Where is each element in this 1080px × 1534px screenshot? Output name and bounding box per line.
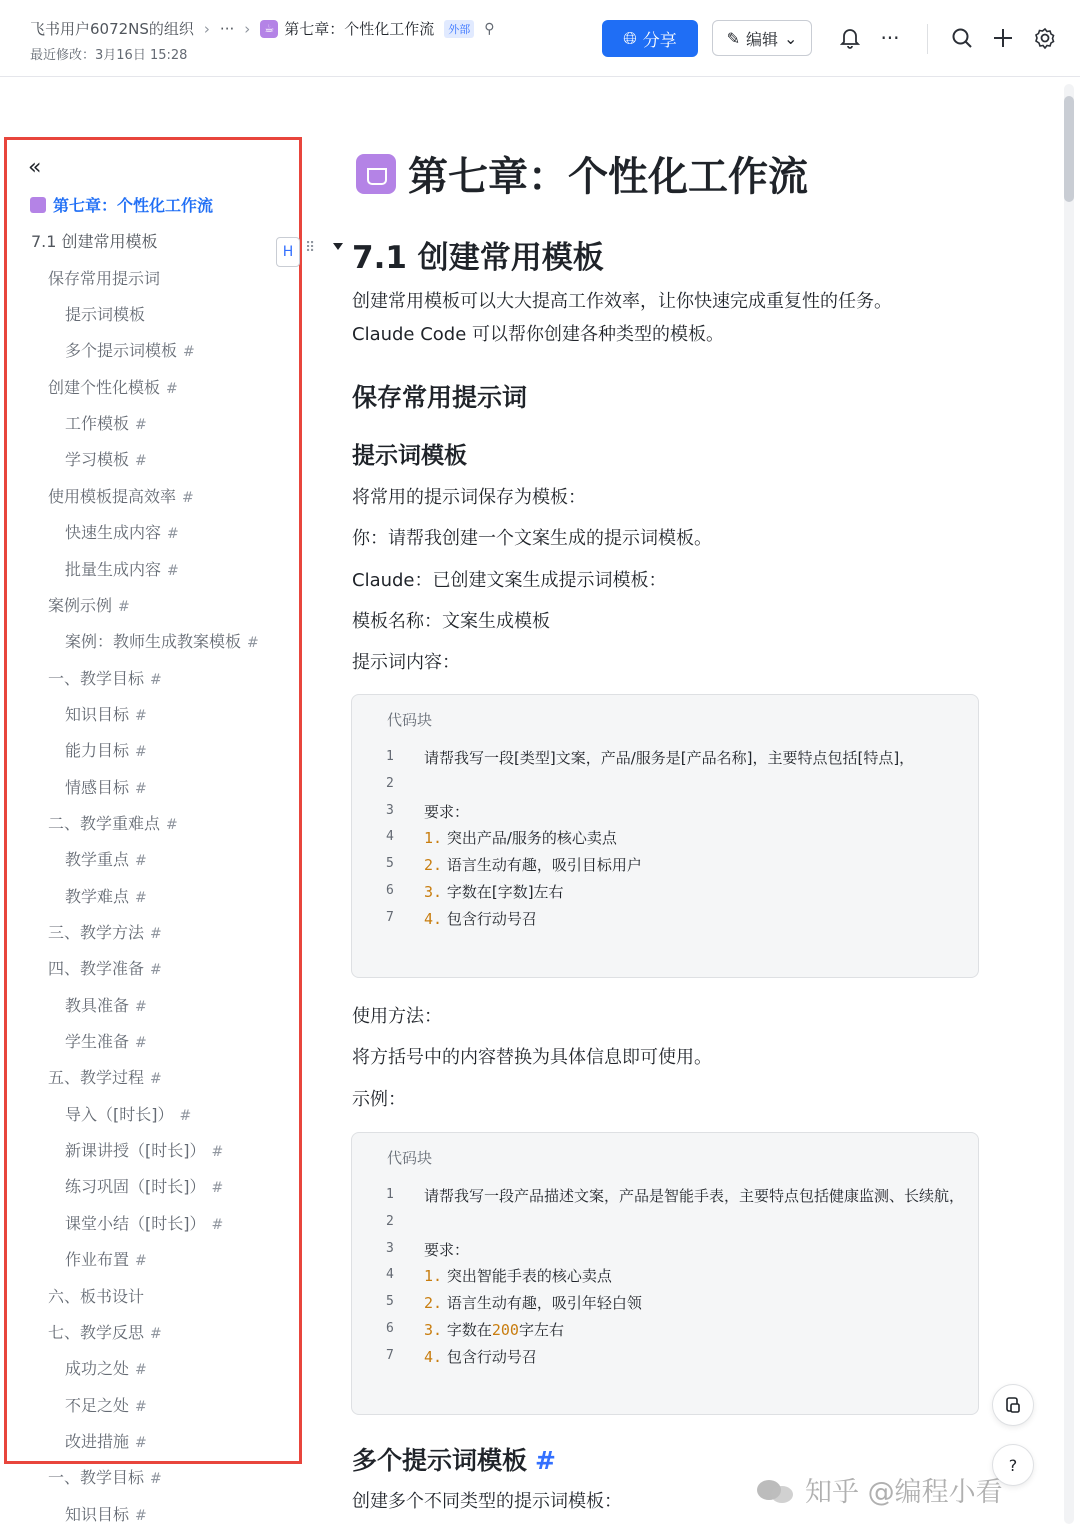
code-block[interactable] bbox=[351, 694, 979, 978]
outline-item[interactable] bbox=[65, 1138, 223, 1161]
edit-label: 编辑 bbox=[745, 29, 778, 49]
code-text bbox=[424, 1346, 537, 1367]
doc-icon bbox=[30, 197, 46, 213]
heading-save-prompts: 保存常用提示词 bbox=[352, 383, 528, 412]
outline-item[interactable] bbox=[65, 520, 179, 543]
heading-anchor-link[interactable]: # bbox=[535, 1446, 556, 1475]
scrollbar-thumb[interactable] bbox=[1064, 96, 1074, 202]
line-number: 1 bbox=[386, 749, 394, 764]
line-number: 4 bbox=[386, 1267, 394, 1283]
outline-item[interactable] bbox=[65, 884, 147, 907]
divider bbox=[927, 24, 928, 54]
outline-anchor-hash[interactable]: # bbox=[211, 1144, 224, 1160]
heading-7-1: 7.1 创建常用模板 bbox=[352, 240, 604, 276]
chevron-right-icon: › bbox=[203, 19, 210, 38]
outline-item[interactable] bbox=[65, 411, 147, 434]
outline-item[interactable] bbox=[65, 1174, 223, 1197]
line-number: 3 bbox=[386, 1240, 394, 1256]
outline-item[interactable] bbox=[48, 811, 178, 834]
outline-item-label: 知识目标 bbox=[65, 705, 130, 724]
outline-item-label: 创建个性化模板 bbox=[48, 378, 161, 397]
outline-item[interactable] bbox=[65, 1356, 147, 1379]
outline-item-label: 作业布置 bbox=[65, 1250, 130, 1269]
outline-item-label: 一、教学目标 bbox=[48, 1468, 145, 1487]
watermark bbox=[757, 1470, 1003, 1509]
outline-item-label: 提示词模板 bbox=[65, 305, 146, 324]
line-number: 6 bbox=[386, 1321, 394, 1336]
paragraph-usage: 使用方法： bbox=[352, 1006, 442, 1027]
globe-icon: 🌐︎ bbox=[623, 28, 637, 49]
outline-item-label: 改进措施 bbox=[65, 1432, 130, 1451]
bell-icon[interactable] bbox=[838, 26, 862, 50]
line-number: 5 bbox=[386, 1294, 394, 1310]
wechat-logo-icon bbox=[757, 1476, 797, 1504]
outline-anchor-hash[interactable]: # bbox=[135, 1035, 147, 1051]
plus-icon[interactable] bbox=[991, 26, 1015, 50]
outline-item-label: 二、教学重难点 bbox=[48, 814, 161, 833]
paragraph-multi: 创建多个不同类型的提示词模板： bbox=[352, 1491, 622, 1512]
collapse-triangle-icon[interactable] bbox=[333, 243, 343, 250]
code-text-part: 请帮我写一段[类型]文案，产品/服务是[产品名称]，主要特点包括[特点]， bbox=[424, 749, 915, 767]
code-text-part: 语言生动有趣，吸引目标用户 bbox=[446, 856, 642, 875]
outline-item-label: 练习巩固（[时长]） bbox=[65, 1177, 206, 1196]
line-number: 6 bbox=[386, 883, 394, 898]
outline-item-label: 案例：教师生成教案模板 bbox=[65, 632, 242, 651]
highlight-box bbox=[4, 137, 302, 1464]
outline-anchor-hash[interactable]: # bbox=[150, 1471, 162, 1487]
share-label: 分享 bbox=[642, 31, 677, 51]
outline-item[interactable] bbox=[65, 1393, 147, 1416]
code-text-part: 要求： bbox=[424, 802, 470, 821]
chevron-down-icon: ⌄ bbox=[784, 28, 798, 48]
code-line bbox=[352, 1239, 978, 1261]
outline-item[interactable] bbox=[65, 302, 145, 325]
top-bar bbox=[0, 0, 1080, 77]
outline-item[interactable] bbox=[48, 484, 194, 507]
outline-anchor-hash[interactable]: # bbox=[166, 817, 178, 833]
outline-item[interactable] bbox=[48, 1465, 162, 1488]
outline-item-label: 使用模板提高效率 bbox=[48, 487, 177, 506]
outline-item-label: 案例示例 bbox=[48, 596, 113, 615]
outline-anchor-hash[interactable]: # bbox=[166, 381, 178, 397]
code-text bbox=[424, 854, 642, 875]
line-number: 2 bbox=[386, 775, 394, 791]
outline-anchor-hash[interactable]: # bbox=[150, 672, 162, 688]
edit-button[interactable] bbox=[712, 20, 812, 56]
code-text bbox=[424, 1239, 469, 1260]
outline-item-label: 六、板书设计 bbox=[48, 1287, 145, 1306]
list-number: 3. bbox=[424, 1321, 443, 1339]
code-line bbox=[352, 881, 978, 903]
share-button[interactable] bbox=[602, 20, 698, 57]
code-text bbox=[424, 1185, 964, 1206]
paragraph-intro-1: 创建常用模板可以大大提高工作效率，让你快速完成重复性的任务。 bbox=[352, 291, 892, 312]
paragraph-intro-2: Claude Code 可以帮你创建各种类型的模板。 bbox=[352, 324, 725, 345]
outline-anchor-hash[interactable]: # bbox=[183, 344, 195, 360]
outline-anchor-hash[interactable]: # bbox=[150, 1071, 162, 1087]
outline-anchor-hash[interactable]: # bbox=[167, 563, 179, 579]
code-text-part: 请帮我写一段产品描述文案，产品是智能手表，主要特点包括健康监测、长续航， bbox=[424, 1187, 965, 1205]
list-number: 2. bbox=[424, 1294, 443, 1313]
code-text bbox=[424, 881, 564, 902]
code-text-part: 语言生动有趣，吸引年轻白领 bbox=[446, 1294, 642, 1313]
paragraph-template-name: 模板名称：文案生成模板 bbox=[352, 611, 550, 632]
code-line bbox=[352, 1319, 978, 1341]
list-number: 4. bbox=[424, 1347, 443, 1366]
outline-item-label: 情感目标 bbox=[65, 778, 130, 797]
outline-item[interactable] bbox=[48, 920, 162, 943]
copy-doc-icon[interactable] bbox=[992, 1384, 1034, 1426]
code-text bbox=[424, 1292, 642, 1313]
outline-item-label: 工作模板 bbox=[65, 414, 130, 433]
drag-handle-icon[interactable]: ⠿ bbox=[305, 240, 314, 256]
watermark-text: 知乎 @编程小看 bbox=[805, 1477, 1003, 1508]
outline-item-label: 课堂小结（[时长]） bbox=[65, 1214, 206, 1233]
paragraph-you: 你：请帮我创建一个文案生成的提示词模板。 bbox=[352, 528, 712, 549]
list-number: 1. bbox=[424, 1267, 443, 1286]
outline-item-label: 知识目标 bbox=[65, 1505, 130, 1524]
external-tag: 外部 bbox=[444, 20, 474, 38]
outline-item-label: 导入（[时长]） bbox=[65, 1105, 174, 1124]
outline-anchor-hash[interactable]: # bbox=[135, 1508, 147, 1524]
code-text-part: 要求： bbox=[424, 1240, 470, 1259]
code-line bbox=[352, 1346, 978, 1368]
outline-anchor-hash[interactable]: # bbox=[118, 599, 130, 615]
doc-icon: ☕ bbox=[260, 20, 278, 38]
paragraph-claude: Claude：已创建文案生成提示词模板： bbox=[352, 570, 667, 591]
outline-anchor-hash[interactable]: # bbox=[135, 417, 147, 433]
search-icon[interactable] bbox=[950, 26, 974, 50]
outline-item[interactable] bbox=[48, 1284, 144, 1307]
outline-anchor-hash[interactable]: # bbox=[135, 781, 147, 797]
outline-item[interactable] bbox=[65, 1247, 147, 1270]
code-text bbox=[424, 908, 537, 929]
code-number: 200 bbox=[491, 1321, 519, 1339]
outline-item[interactable] bbox=[48, 375, 178, 398]
outline-item[interactable] bbox=[48, 956, 162, 979]
code-text-part: 突出智能手表的核心卖点 bbox=[446, 1267, 612, 1286]
outline-item-label: 多个提示词模板 bbox=[65, 341, 178, 360]
line-number: 1 bbox=[386, 1187, 394, 1202]
collapse-outline-icon[interactable]: « bbox=[28, 155, 42, 180]
pin-icon[interactable]: ⚲ bbox=[484, 20, 495, 37]
breadcrumb-doc-title[interactable]: 第七章：个性化工作流 bbox=[284, 20, 435, 38]
list-number: 3. bbox=[424, 883, 443, 901]
outline-item-label: 能力目标 bbox=[65, 741, 130, 760]
outline-item-label: 7.1 创建常用模板 bbox=[31, 232, 158, 251]
chevron-right-icon: › bbox=[244, 19, 251, 38]
outline-item[interactable] bbox=[48, 593, 130, 616]
outline-item-label: 快速生成内容 bbox=[65, 523, 162, 542]
outline-anchor-hash[interactable]: # bbox=[150, 1326, 162, 1342]
code-text-part: 包含行动号召 bbox=[446, 1347, 537, 1366]
pencil-icon: ✎ bbox=[726, 28, 740, 48]
paragraph-replace: 将方括号中的内容替换为具体信息即可使用。 bbox=[352, 1047, 712, 1068]
outline-item[interactable] bbox=[48, 266, 160, 289]
heading-multi-text: 多个提示词模板 bbox=[352, 1446, 528, 1475]
outline-item-label: 学习模板 bbox=[65, 450, 130, 469]
outline-anchor-hash[interactable]: # bbox=[150, 962, 162, 978]
code-line bbox=[352, 1212, 978, 1234]
code-line bbox=[352, 747, 978, 769]
code-line bbox=[352, 774, 978, 796]
coffee-cup-icon[interactable] bbox=[356, 154, 396, 194]
code-line bbox=[352, 827, 978, 849]
paragraph-save: 将常用的提示词保存为模板： bbox=[352, 487, 586, 508]
outline-item[interactable] bbox=[65, 775, 147, 798]
outline-anchor-hash[interactable]: # bbox=[179, 1108, 192, 1124]
help-icon[interactable]: ? bbox=[992, 1444, 1034, 1486]
outline-item-label: 批量生成内容 bbox=[65, 560, 162, 579]
line-number: 4 bbox=[386, 829, 394, 845]
outline-item[interactable] bbox=[65, 629, 259, 652]
page-title: 第七章：个性化工作流 bbox=[408, 154, 808, 200]
heading-multi-templates bbox=[352, 1441, 556, 1477]
outline-item[interactable] bbox=[31, 229, 158, 252]
code-text bbox=[424, 1265, 612, 1286]
outline-item[interactable] bbox=[65, 557, 179, 580]
outline-item[interactable] bbox=[65, 847, 147, 870]
outline-item-label: 七、教学反思 bbox=[48, 1323, 145, 1342]
line-number: 7 bbox=[386, 1347, 394, 1363]
outline-item-label: 五、教学过程 bbox=[48, 1068, 145, 1087]
outline-item-label: 保存常用提示词 bbox=[48, 269, 161, 288]
code-line bbox=[352, 854, 978, 876]
line-number: 7 bbox=[386, 909, 394, 925]
outline-item-label: 新课讲授（[时长]） bbox=[65, 1141, 206, 1160]
outline-item[interactable] bbox=[48, 1065, 162, 1088]
outline-anchor-hash[interactable]: # bbox=[135, 890, 147, 906]
code-text-part: 包含行动号召 bbox=[446, 909, 537, 928]
line-number: 5 bbox=[386, 856, 394, 872]
outline-anchor-hash[interactable]: # bbox=[135, 1253, 147, 1269]
outline-item[interactable] bbox=[65, 993, 147, 1016]
breadcrumb-more[interactable]: ··· bbox=[219, 19, 235, 38]
paragraph-example: 示例： bbox=[352, 1089, 406, 1110]
outline-item[interactable] bbox=[65, 1429, 147, 1452]
code-line bbox=[352, 908, 978, 930]
outline-item-label: 不足之处 bbox=[65, 1396, 130, 1415]
list-number: 2. bbox=[424, 856, 443, 875]
outline-anchor-hash[interactable]: # bbox=[135, 708, 147, 724]
paragraph-prompt-content: 提示词内容： bbox=[352, 652, 460, 673]
outline-anchor-hash[interactable]: # bbox=[135, 453, 147, 469]
outline-anchor-hash[interactable]: # bbox=[247, 635, 259, 651]
code-block-title: 代码块 bbox=[387, 1149, 433, 1167]
code-text bbox=[424, 827, 617, 848]
code-line bbox=[352, 801, 978, 823]
outline-item[interactable] bbox=[65, 702, 147, 725]
breadcrumb-org[interactable]: 飞书用户6072NS的组织 bbox=[30, 20, 194, 38]
outline-item-label: 三、教学方法 bbox=[48, 923, 145, 942]
code-text-part: 字左右 bbox=[518, 1321, 564, 1339]
code-text bbox=[424, 1319, 564, 1340]
page-title-row bbox=[356, 145, 808, 202]
code-line bbox=[352, 1292, 978, 1314]
outline-anchor-hash[interactable]: # bbox=[211, 1217, 224, 1233]
code-text bbox=[424, 747, 914, 768]
breadcrumb bbox=[30, 18, 495, 39]
outline-anchor-hash[interactable]: # bbox=[135, 1362, 147, 1378]
outline-item-label: 学生准备 bbox=[65, 1032, 130, 1051]
outline-item[interactable] bbox=[65, 1102, 191, 1125]
outline-anchor-hash[interactable]: # bbox=[150, 926, 162, 942]
outline-item[interactable] bbox=[65, 1029, 147, 1052]
last-modified: 最近修改：3月16日 15:28 bbox=[30, 48, 188, 63]
outline-item-label: 教具准备 bbox=[65, 996, 130, 1015]
heading-block-tag[interactable]: H bbox=[276, 237, 300, 267]
code-line bbox=[352, 1265, 978, 1287]
outline-item-label: 第七章：个性化工作流 bbox=[53, 196, 214, 215]
outline-item[interactable] bbox=[65, 1211, 223, 1234]
outline-item[interactable] bbox=[65, 738, 147, 761]
outline-item[interactable] bbox=[48, 666, 162, 689]
outline-anchor-hash[interactable]: # bbox=[167, 526, 179, 542]
outline-item[interactable] bbox=[65, 1502, 147, 1525]
code-text bbox=[424, 801, 469, 822]
more-icon[interactable]: ··· bbox=[880, 26, 900, 50]
list-number: 4. bbox=[424, 909, 443, 928]
gear-icon[interactable] bbox=[1033, 26, 1057, 50]
outline-anchor-hash[interactable]: # bbox=[135, 744, 147, 760]
code-text-part: 字数在 bbox=[446, 1321, 492, 1339]
outline-item-label: 四、教学准备 bbox=[48, 959, 145, 978]
line-number: 3 bbox=[386, 802, 394, 818]
outline-anchor-hash[interactable]: # bbox=[135, 1435, 147, 1451]
outline-item-label: 教学重点 bbox=[65, 850, 130, 869]
code-line bbox=[352, 1185, 978, 1207]
code-text-part: 字数在[字数]左右 bbox=[446, 883, 564, 901]
outline-item[interactable] bbox=[48, 1320, 162, 1343]
code-text-part: 突出产品/服务的核心卖点 bbox=[446, 829, 617, 848]
line-number: 2 bbox=[386, 1213, 394, 1229]
outline-anchor-hash[interactable]: # bbox=[135, 1399, 147, 1415]
outline-item-label: 教学难点 bbox=[65, 887, 130, 906]
outline-anchor-hash[interactable]: # bbox=[135, 999, 147, 1015]
list-number: 1. bbox=[424, 829, 443, 848]
outline-item-label: 成功之处 bbox=[65, 1359, 130, 1378]
outline-item[interactable] bbox=[65, 338, 195, 361]
code-block-title: 代码块 bbox=[387, 711, 433, 729]
outline-anchor-hash[interactable]: # bbox=[135, 853, 147, 869]
outline-item[interactable] bbox=[30, 193, 213, 216]
outline-anchor-hash[interactable]: # bbox=[182, 490, 194, 506]
outline-item-label: 一、教学目标 bbox=[48, 669, 145, 688]
outline-item[interactable] bbox=[65, 447, 147, 470]
outline-anchor-hash[interactable]: # bbox=[211, 1180, 224, 1196]
scrollbar-track[interactable] bbox=[1064, 84, 1074, 1524]
heading-prompt-template: 提示词模板 bbox=[352, 443, 467, 469]
code-block[interactable] bbox=[351, 1132, 979, 1415]
